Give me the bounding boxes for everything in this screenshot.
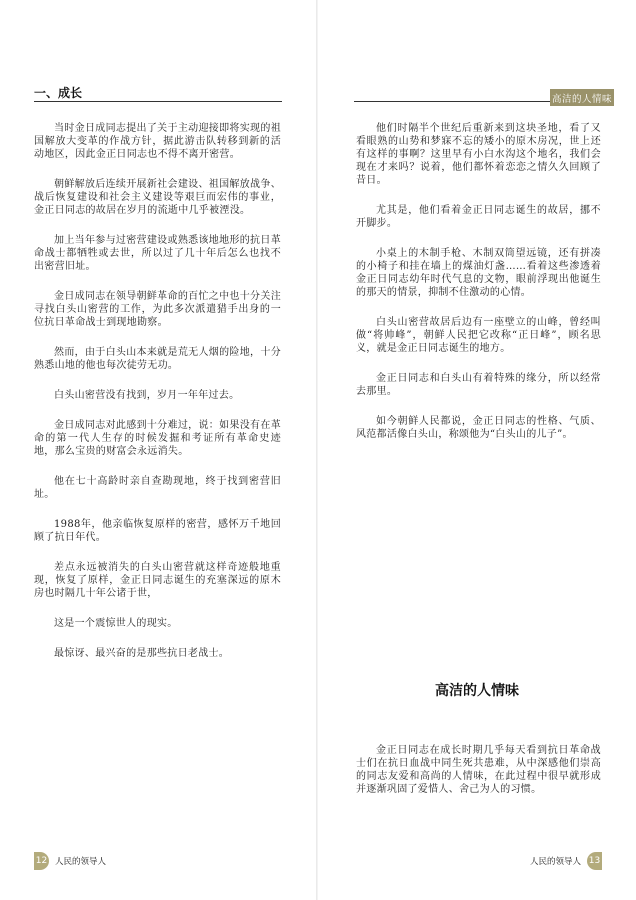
paragraph: 当时金日成同志提出了关于主动迎接即将实现的祖国解放大变革的作战方针，据此游击队转移到新的活动地区，因此金正日同志也不得不离开密营。 — [34, 123, 281, 160]
paragraph: 白头山密营没有找到，岁月一年年过去。 — [54, 390, 240, 401]
right-body-text — [356, 122, 601, 458]
paragraph: 他在七十高龄时亲自查勘现地，终于找到密营旧址。 — [34, 476, 281, 500]
paragraph: 1988年，他亲临恢复原样的密营，感怀万千地回顾了抗日年代。 — [34, 519, 281, 543]
paragraph: 如今朝鲜人民都说，金正日同志的性格、气质、风范都活像白头山，称颂他为“白头山的儿子”。 — [356, 416, 601, 440]
book-title-footer: 人民的领导人 — [55, 857, 107, 867]
paragraph: 然而，由于白头山本来就是荒无人烟的险地，十分熟悉山地的他也每次徒劳无功。 — [34, 347, 281, 371]
left-page — [0, 0, 316, 900]
paragraph: 这是一个震惊世人的现实。 — [54, 618, 178, 629]
page-number: 13 — [587, 852, 602, 870]
paragraph: 差点永远被消失的白头山密营就这样奇迹般地重现，恢复了原样，金正日同志诞生的充塞深远的原木房也时隔几十年公诸于世， — [34, 562, 281, 599]
paragraph: 白头山密营故居后边有一座壁立的山峰，曾经叫做“将帅峰”，朝鲜人民把它改称“正日峰”，顾名思义，就是金正日同志诞生的地方。 — [356, 317, 601, 354]
paragraph: 他们时隔半个世纪后重新来到这块圣地，看了又看眼熟的山势和梦寐不忘的矮小的原木房况，世上还有这样的事啊？这里早有小白水沟这个地名，我们会现在才来吗？说着，他们都怀着恋恋之情久久回顾了昔日。 — [356, 123, 601, 186]
book-title-footer: 人民的领导人 — [529, 857, 581, 867]
paragraph: 最惊讶、最兴奋的是那些抗日老战士。 — [54, 648, 230, 659]
header-rule — [354, 101, 554, 102]
header-rule — [34, 101, 282, 102]
chapter-heading: 一、成长 — [34, 86, 83, 100]
paragraph: 尤其是，他们看着金正日同志诞生的故居，挪不开脚步。 — [356, 205, 601, 229]
paragraph: 金日成同志在领导朝鲜革命的百忙之中也十分关注寻找白头山密营的工作，为此多次派遣猎手出身的一位抗日革命战士到现地勘察。 — [34, 291, 281, 328]
section-title: 高洁的人情味 — [435, 683, 519, 699]
paragraph: 金正日同志和白头山有着特殊的缘分，所以经常去那里。 — [356, 373, 601, 397]
paragraph: 朝鲜解放后连续开展新社会建设、祖国解放战争、战后恢复建设和社会主义建设等艰巨而宏伟的事业，金正日同志的故居在岁月的流逝中几乎被湮没。 — [34, 179, 281, 216]
section-tag: 高洁的人情味 — [550, 89, 614, 106]
right-footer — [530, 852, 602, 870]
right-page — [318, 0, 636, 900]
paragraph: 金日成同志对此感到十分难过，说：如果没有在革命的第一代人生存的时候发掘和考证所有革命史迹地，那么宝贵的财富会永远消失。 — [34, 420, 281, 457]
paragraph: 金正日同志在成长时期几乎每天看到抗日革命战士们在抗日血战中同生死共患难，从中深感他们崇高的同志友爱和高尚的人情味，在此过程中很早就形成并逐渐巩固了爱惜人、舍己为人的习惯。 — [356, 745, 601, 795]
page-number: 12 — [34, 852, 49, 870]
left-body-text — [34, 122, 281, 677]
paragraph: 小桌上的木制手枪、木制双筒望远镜，还有拼凑的小椅子和挂在墙上的煤油灯盏……看着这些渗透着金正日同志幼年时代气息的文物，眼前浮现出他诞生的那天的情景，抑制不住激动的心情。 — [356, 248, 601, 298]
paragraph: 加上当年参与过密营建设或熟悉该地地形的抗日革命战士都牺牲或去世，所以过了几十年后怎么也找不出密营旧址。 — [34, 235, 281, 272]
left-footer — [34, 852, 106, 870]
section-body-text — [356, 744, 601, 796]
